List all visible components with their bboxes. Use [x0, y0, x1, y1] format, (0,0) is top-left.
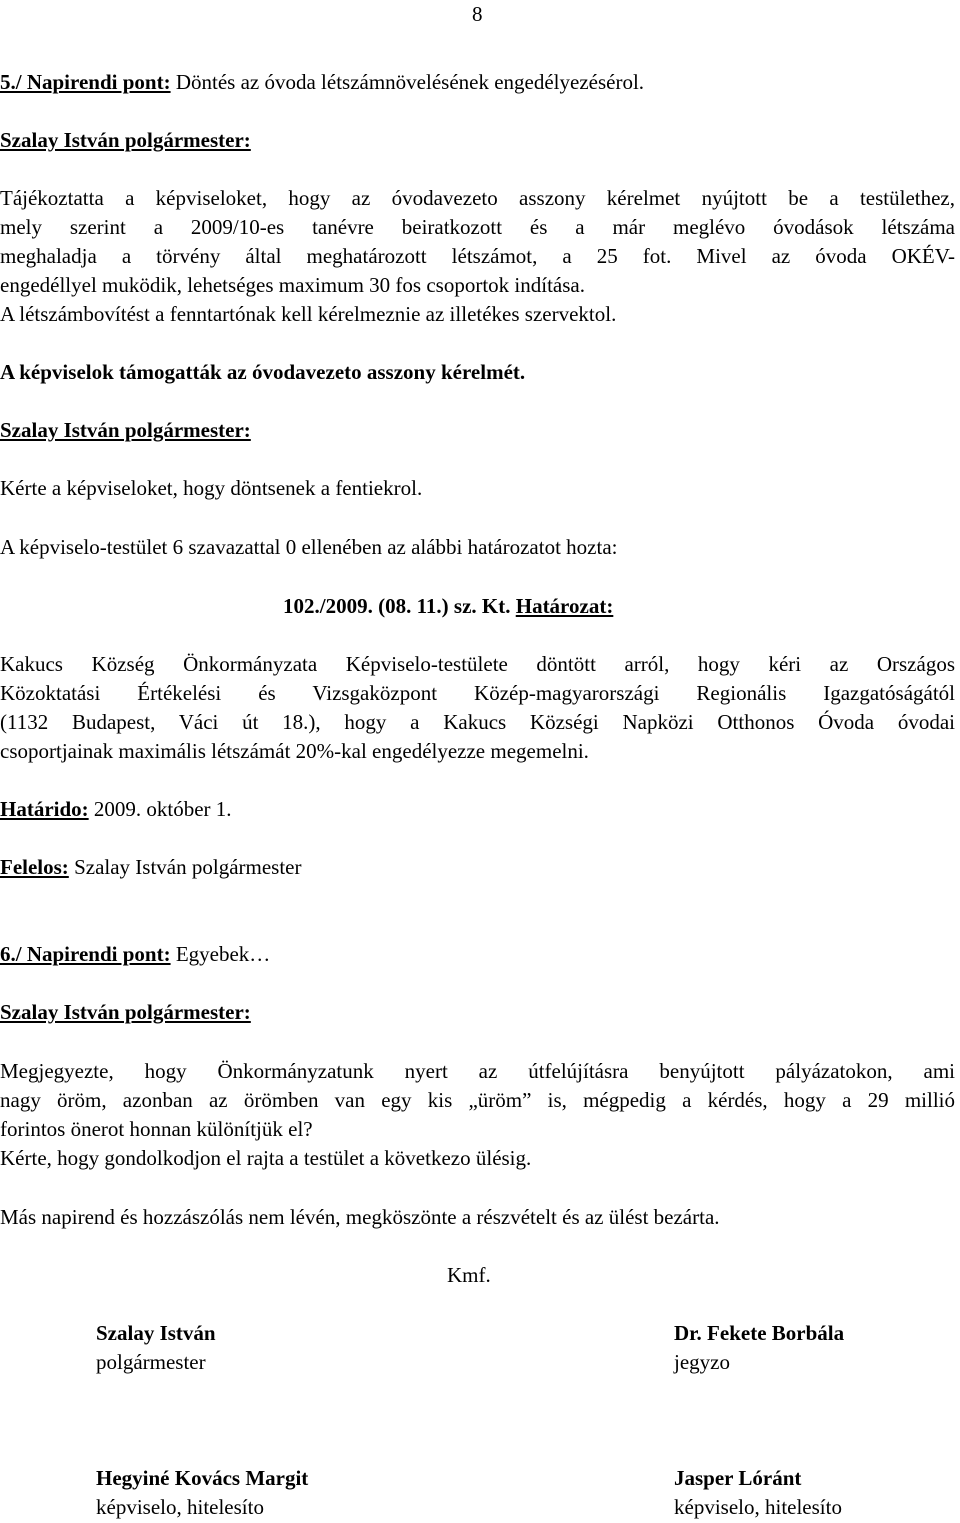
resolution-label: Határozat: — [515, 594, 614, 618]
paragraph-line: meghaladja a törvény által meghatározott létszámot, a 25 fot. Mivel az óvoda OKÉV- — [0, 244, 955, 268]
resolution-line: csoportjainak maximális létszámát 20%-kal engedélyezze megemelni. — [0, 739, 589, 763]
paragraph-line: mely szerint a 2009/10-es tanévre beiratkozott és a már meglévo óvodások létszáma — [0, 215, 955, 239]
deadline — [0, 797, 232, 821]
responsible — [0, 855, 301, 879]
deadline-value: 2009. október 1. — [93, 797, 232, 821]
deadline-label: Határido: — [0, 797, 89, 821]
resolution-number: 102./2009. (08. 11.) sz. Kt. — [283, 594, 511, 618]
paragraph-line: Kérte, hogy gondolkodjon el rajta a testület a következo ülésig. — [0, 1146, 532, 1170]
signature-role: jegyzo — [674, 1350, 730, 1374]
signature-name: Szalay István — [96, 1321, 216, 1345]
responsible-value: Szalay István polgármester — [74, 855, 302, 879]
paragraph-line: A létszámbovítést a fenntartónak kell kérelmeznie az illetékes szervektol. — [0, 302, 617, 326]
signature-name: Dr. Fekete Borbála — [674, 1321, 845, 1345]
agenda-item-6-label: 6./ Napirendi pont: — [0, 942, 171, 966]
resolution-line: Közoktatási Értékelési és Vizsgaközpont Közép-magyarországi Regionális Igazgatóságától — [0, 681, 955, 705]
resolution-line: Kakucs Község Önkormányzata Képviselo-testülete döntött arról, hogy kéri az Országos — [0, 652, 955, 676]
page-number: 8 — [472, 2, 483, 26]
signature-role: képviselo, hitelesíto — [96, 1495, 264, 1519]
resolution-heading — [283, 594, 613, 618]
agenda-item-5 — [0, 70, 644, 94]
vote-text: A képviselo-testület 6 szavazattal 0 ellenében az alábbi határozatot hozta: — [0, 535, 618, 559]
paragraph-line: forintos önerot honnan különítjük el? — [0, 1117, 313, 1141]
closing-text: Más napirend és hozzászólás nem lévén, megköszönte a részvételt és az ülést bezárta. — [0, 1205, 720, 1229]
speaker-heading: Szalay István polgármester: — [0, 1000, 251, 1024]
support-statement: A képviselok támogatták az óvodavezeto asszony kérelmét. — [0, 360, 526, 384]
signature-name: Jasper Lóránt — [674, 1466, 802, 1490]
paragraph-line: engedéllyel muködik, lehetséges maximum 30 fos csoportok indítása. — [0, 273, 585, 297]
agenda-item-5-label: 5./ Napirendi pont: — [0, 70, 171, 94]
signature-name: Hegyiné Kovács Margit — [96, 1466, 309, 1490]
paragraph-line: Tájékoztatta a képviseloket, hogy az óvodavezeto asszony kérelmet nyújtott be a testülethez, — [0, 186, 955, 210]
agenda-item-6-title: Egyebek… — [175, 942, 271, 966]
paragraph-line: Megjegyezte, hogy Önkormányzatunk nyert az útfelújításra benyújtott pályázatokon, ami — [0, 1059, 955, 1083]
signature-role: képviselo, hitelesíto — [674, 1495, 842, 1519]
request-text: Kérte a képviseloket, hogy döntsenek a fentiekrol. — [0, 476, 423, 500]
responsible-label: Felelos: — [0, 855, 69, 879]
paragraph-line: nagy öröm, azonban az örömben van egy kis „üröm” is, mégpedig a kérdés, hogy a 29 millió — [0, 1088, 955, 1112]
agenda-item-6 — [0, 942, 270, 966]
speaker-heading: Szalay István polgármester: — [0, 128, 251, 152]
kmf: Kmf. — [447, 1263, 491, 1287]
resolution-line: (1132 Budapest, Váci út 18.), hogy a Kakucs Községi Napközi Otthonos Óvoda óvodai — [0, 710, 955, 734]
signature-role: polgármester — [96, 1350, 206, 1374]
agenda-item-5-title: Döntés az óvoda létszámnövelésének engedélyezésérol. — [175, 70, 645, 94]
speaker-heading: Szalay István polgármester: — [0, 418, 251, 442]
